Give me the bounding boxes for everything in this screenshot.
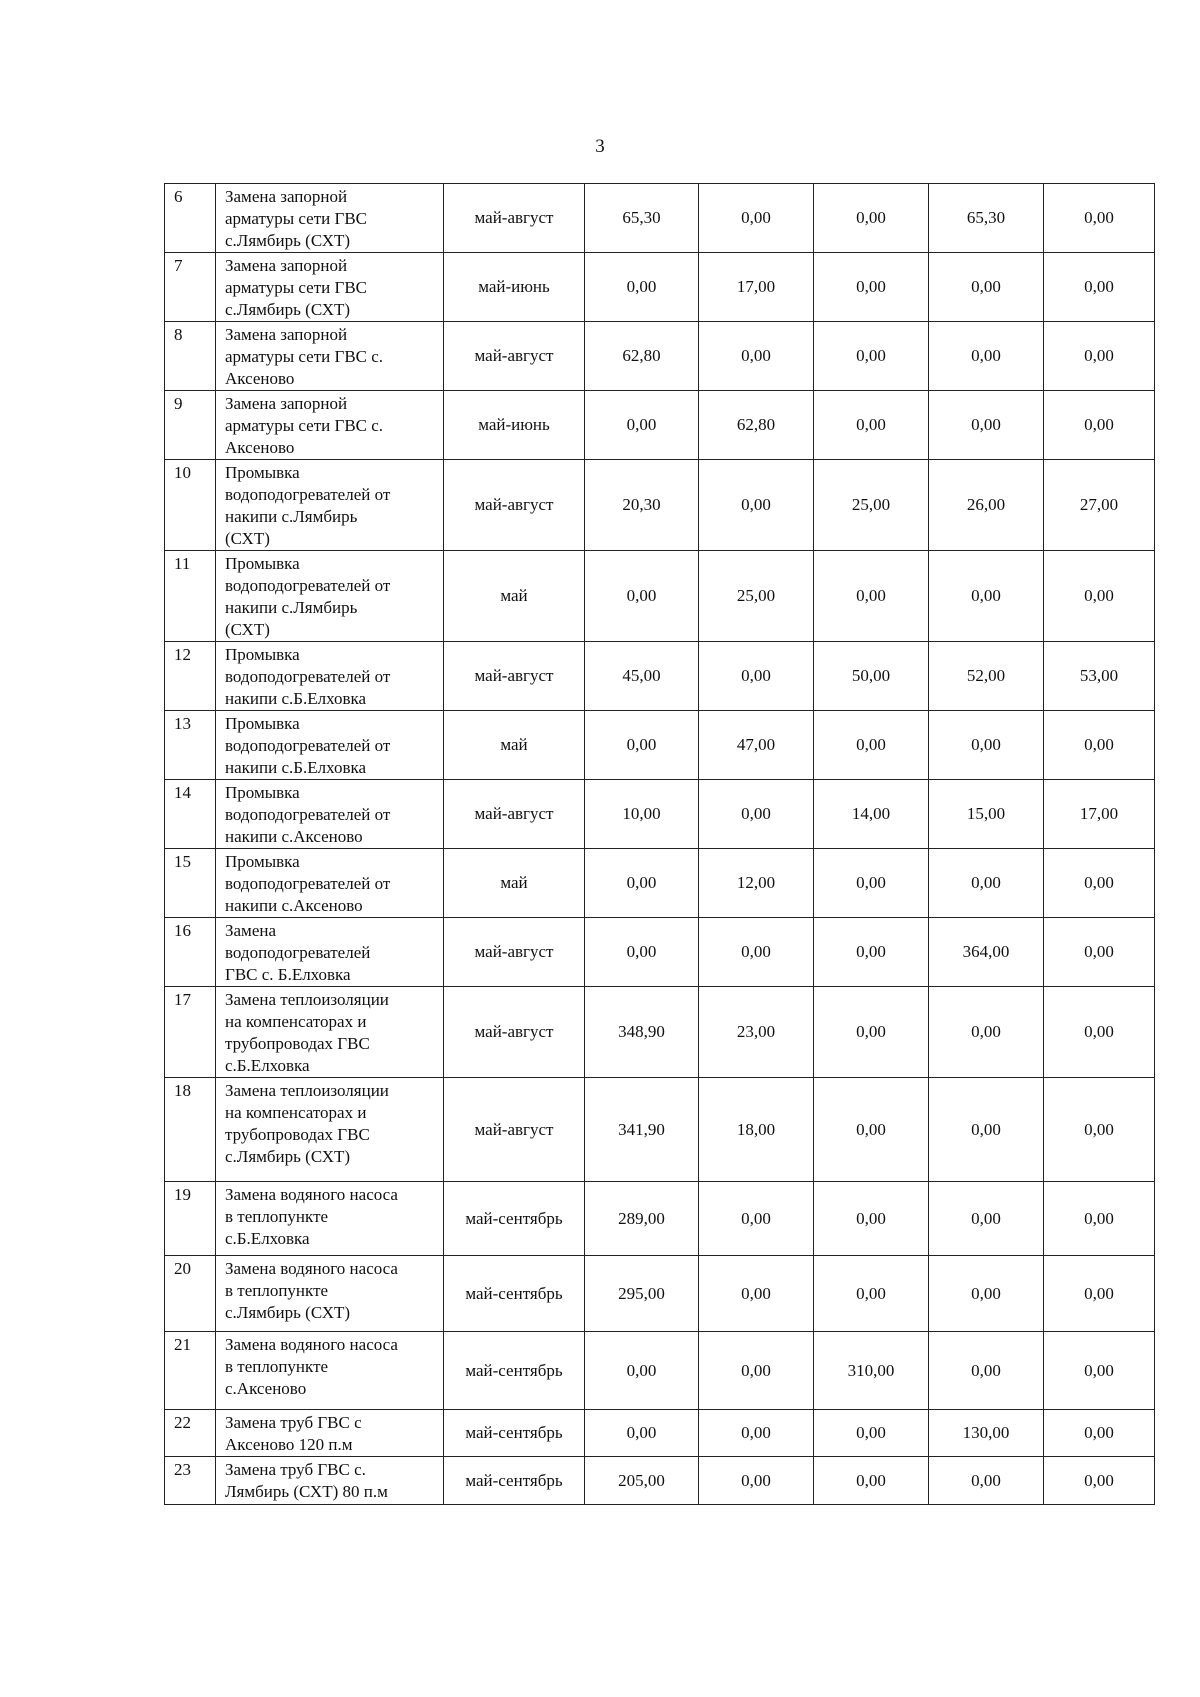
value-cell: 0,00 — [1044, 1332, 1155, 1410]
value-cell: 0,00 — [814, 1182, 929, 1256]
work-name-line: Замена теплоизоляции — [225, 1081, 389, 1100]
value-cell: 0,00 — [585, 711, 699, 780]
work-period: май-июнь — [444, 391, 585, 460]
value-cell: 20,30 — [585, 460, 699, 551]
table-row — [165, 184, 1155, 253]
value-cell: 0,00 — [814, 322, 929, 391]
work-name-line: Аксеново — [225, 369, 295, 388]
value-cell: 15,00 — [929, 780, 1044, 849]
value-cell: 0,00 — [929, 711, 1044, 780]
work-name — [216, 1256, 444, 1332]
table-row — [165, 1078, 1155, 1182]
value-cell: 0,00 — [1044, 551, 1155, 642]
value-cell: 295,00 — [585, 1256, 699, 1332]
work-name-line: арматуры сети ГВС — [225, 278, 367, 297]
row-number: 16 — [165, 918, 216, 987]
table-row — [165, 391, 1155, 460]
value-cell: 0,00 — [1044, 918, 1155, 987]
work-name-line: арматуры сети ГВС с. — [225, 347, 384, 366]
value-cell: 341,90 — [585, 1078, 699, 1182]
value-cell: 25,00 — [814, 460, 929, 551]
table-row — [165, 987, 1155, 1078]
work-name-line: арматуры сети ГВС — [225, 209, 367, 228]
row-number: 17 — [165, 987, 216, 1078]
work-name-line: Замена запорной — [225, 187, 348, 206]
work-name-line: Замена запорной — [225, 256, 348, 275]
value-cell: 0,00 — [1044, 1410, 1155, 1457]
value-cell: 14,00 — [814, 780, 929, 849]
value-cell: 12,00 — [699, 849, 814, 918]
work-name-line: Промывка — [225, 463, 300, 482]
works-table — [164, 183, 1155, 1505]
value-cell: 47,00 — [699, 711, 814, 780]
value-cell: 23,00 — [699, 987, 814, 1078]
row-number: 11 — [165, 551, 216, 642]
work-period: май-август — [444, 184, 585, 253]
work-name-line: трубопроводах ГВС — [225, 1125, 370, 1144]
work-name-line: накипи с.Лямбирь — [225, 598, 358, 617]
value-cell: 18,00 — [699, 1078, 814, 1182]
work-name-line: с.Аксеново — [225, 1379, 307, 1398]
work-name — [216, 918, 444, 987]
value-cell: 0,00 — [585, 551, 699, 642]
work-name — [216, 1332, 444, 1410]
value-cell: 130,00 — [929, 1410, 1044, 1457]
row-number: 15 — [165, 849, 216, 918]
table-row — [165, 551, 1155, 642]
value-cell: 0,00 — [929, 987, 1044, 1078]
work-name-line: Промывка — [225, 783, 300, 802]
value-cell: 0,00 — [929, 391, 1044, 460]
value-cell: 0,00 — [814, 1078, 929, 1182]
work-name-line: водоподогревателей от — [225, 736, 391, 755]
value-cell: 25,00 — [699, 551, 814, 642]
work-name-line: накипи с.Лямбирь — [225, 507, 358, 526]
work-period: май-август — [444, 642, 585, 711]
value-cell: 0,00 — [1044, 987, 1155, 1078]
row-number: 21 — [165, 1332, 216, 1410]
value-cell: 0,00 — [929, 253, 1044, 322]
work-name-line: Промывка — [225, 645, 300, 664]
work-name-line: водоподогревателей — [225, 943, 371, 962]
value-cell: 0,00 — [1044, 1457, 1155, 1505]
value-cell: 62,80 — [585, 322, 699, 391]
work-name-line: накипи с.Б.Елховка — [225, 689, 367, 708]
work-name-line: водоподогревателей от — [225, 667, 391, 686]
work-name — [216, 253, 444, 322]
work-name-line: в теплопункте — [225, 1357, 329, 1376]
work-period: май-июнь — [444, 253, 585, 322]
work-name-line: Лямбирь (СХТ) 80 п.м — [225, 1482, 388, 1501]
work-name — [216, 711, 444, 780]
table-row — [165, 460, 1155, 551]
value-cell: 50,00 — [814, 642, 929, 711]
value-cell: 0,00 — [699, 1332, 814, 1410]
row-number: 14 — [165, 780, 216, 849]
work-name-line: Аксеново — [225, 438, 295, 457]
value-cell: 0,00 — [929, 1078, 1044, 1182]
work-name — [216, 322, 444, 391]
value-cell: 348,90 — [585, 987, 699, 1078]
value-cell: 52,00 — [929, 642, 1044, 711]
page-number: 3 — [595, 136, 605, 157]
table-row — [165, 1410, 1155, 1457]
value-cell: 0,00 — [1044, 184, 1155, 253]
row-number: 13 — [165, 711, 216, 780]
value-cell: 0,00 — [1044, 849, 1155, 918]
work-period: май-август — [444, 322, 585, 391]
table-row — [165, 918, 1155, 987]
work-period: май-сентябрь — [444, 1332, 585, 1410]
value-cell: 0,00 — [929, 551, 1044, 642]
work-name-line: водоподогревателей от — [225, 874, 391, 893]
value-cell: 0,00 — [929, 1457, 1044, 1505]
row-number: 23 — [165, 1457, 216, 1505]
value-cell: 10,00 — [585, 780, 699, 849]
row-number: 9 — [165, 391, 216, 460]
work-name-line: Замена водяного насоса — [225, 1185, 398, 1204]
work-name-line: трубопроводах ГВС — [225, 1034, 370, 1053]
work-name — [216, 1410, 444, 1457]
work-name-line: в теплопункте — [225, 1207, 329, 1226]
work-name — [216, 1182, 444, 1256]
value-cell: 0,00 — [814, 391, 929, 460]
value-cell: 0,00 — [814, 551, 929, 642]
work-name-line: Замена запорной — [225, 394, 348, 413]
value-cell: 0,00 — [814, 711, 929, 780]
table-row — [165, 1256, 1155, 1332]
work-period: май-сентябрь — [444, 1457, 585, 1505]
work-period: май-сентябрь — [444, 1410, 585, 1457]
work-name-line: арматуры сети ГВС с. — [225, 416, 384, 435]
work-name — [216, 551, 444, 642]
table-row — [165, 780, 1155, 849]
work-period: май — [444, 551, 585, 642]
value-cell: 0,00 — [585, 1410, 699, 1457]
value-cell: 0,00 — [814, 849, 929, 918]
work-name — [216, 1078, 444, 1182]
table-row — [165, 849, 1155, 918]
work-period: май-август — [444, 918, 585, 987]
value-cell: 53,00 — [1044, 642, 1155, 711]
work-name-line: на компенсаторах и — [225, 1012, 367, 1031]
work-name-line: Замена труб ГВС с. — [225, 1460, 366, 1479]
row-number: 12 — [165, 642, 216, 711]
row-number: 8 — [165, 322, 216, 391]
value-cell: 0,00 — [699, 1256, 814, 1332]
value-cell: 0,00 — [1044, 391, 1155, 460]
work-name-line: (СХТ) — [225, 620, 270, 639]
value-cell: 0,00 — [814, 253, 929, 322]
value-cell: 289,00 — [585, 1182, 699, 1256]
work-name-line: (СХТ) — [225, 529, 270, 548]
value-cell: 45,00 — [585, 642, 699, 711]
work-name-line: Замена — [225, 921, 277, 940]
value-cell: 364,00 — [929, 918, 1044, 987]
value-cell: 0,00 — [1044, 322, 1155, 391]
value-cell: 0,00 — [814, 987, 929, 1078]
value-cell: 0,00 — [929, 1256, 1044, 1332]
value-cell: 0,00 — [585, 918, 699, 987]
work-name-line: накипи с.Б.Елховка — [225, 758, 367, 777]
table-body — [165, 184, 1155, 1505]
work-name-line: Промывка — [225, 554, 300, 573]
value-cell: 0,00 — [929, 322, 1044, 391]
row-number: 18 — [165, 1078, 216, 1182]
value-cell: 0,00 — [585, 391, 699, 460]
value-cell: 0,00 — [814, 1256, 929, 1332]
value-cell: 17,00 — [699, 253, 814, 322]
value-cell: 0,00 — [699, 1182, 814, 1256]
table-row — [165, 1182, 1155, 1256]
table-row — [165, 322, 1155, 391]
work-name-line: накипи с.Аксеново — [225, 896, 363, 915]
work-name — [216, 1457, 444, 1505]
value-cell: 0,00 — [699, 184, 814, 253]
value-cell: 0,00 — [1044, 1256, 1155, 1332]
value-cell: 0,00 — [1044, 1078, 1155, 1182]
work-name-line: с.Лямбирь (СХТ) — [225, 300, 351, 319]
work-name-line: Замена теплоизоляции — [225, 990, 389, 1009]
table-row — [165, 1332, 1155, 1410]
value-cell: 0,00 — [929, 1332, 1044, 1410]
work-name-line: с.Б.Елховка — [225, 1056, 310, 1075]
row-number: 10 — [165, 460, 216, 551]
work-name-line: с.Лямбирь (СХТ) — [225, 1303, 351, 1322]
work-period: май-август — [444, 460, 585, 551]
value-cell: 0,00 — [699, 642, 814, 711]
work-period: май-август — [444, 1078, 585, 1182]
work-name-line: водоподогревателей от — [225, 485, 391, 504]
value-cell: 0,00 — [929, 849, 1044, 918]
value-cell: 27,00 — [1044, 460, 1155, 551]
value-cell: 0,00 — [1044, 253, 1155, 322]
work-name — [216, 642, 444, 711]
work-period: май-сентябрь — [444, 1256, 585, 1332]
value-cell: 0,00 — [814, 184, 929, 253]
work-name-line: на компенсаторах и — [225, 1103, 367, 1122]
work-name-line: Замена запорной — [225, 325, 348, 344]
row-number: 7 — [165, 253, 216, 322]
row-number: 19 — [165, 1182, 216, 1256]
value-cell: 0,00 — [699, 780, 814, 849]
work-name-line: Замена труб ГВС с — [225, 1413, 362, 1432]
value-cell: 0,00 — [929, 1182, 1044, 1256]
work-name-line: Замена водяного насоса — [225, 1259, 398, 1278]
work-name-line: с.Лямбирь (СХТ) — [225, 1147, 351, 1166]
work-name-line: Аксеново 120 п.м — [225, 1435, 353, 1454]
work-name — [216, 184, 444, 253]
work-name — [216, 391, 444, 460]
value-cell: 0,00 — [585, 253, 699, 322]
row-number: 6 — [165, 184, 216, 253]
value-cell: 0,00 — [699, 460, 814, 551]
work-name-line: водоподогревателей от — [225, 576, 391, 595]
value-cell: 26,00 — [929, 460, 1044, 551]
work-name-line: Промывка — [225, 852, 300, 871]
work-name-line: с.Б.Елховка — [225, 1229, 310, 1248]
value-cell: 65,30 — [585, 184, 699, 253]
work-period: май-сентябрь — [444, 1182, 585, 1256]
work-name — [216, 780, 444, 849]
work-name-line: водоподогревателей от — [225, 805, 391, 824]
value-cell: 0,00 — [814, 1410, 929, 1457]
value-cell: 0,00 — [585, 849, 699, 918]
value-cell: 0,00 — [1044, 711, 1155, 780]
work-period: май-август — [444, 780, 585, 849]
value-cell: 310,00 — [814, 1332, 929, 1410]
value-cell: 0,00 — [814, 1457, 929, 1505]
work-name-line: в теплопункте — [225, 1281, 329, 1300]
value-cell: 0,00 — [699, 1410, 814, 1457]
row-number: 22 — [165, 1410, 216, 1457]
table-row — [165, 253, 1155, 322]
value-cell: 65,30 — [929, 184, 1044, 253]
value-cell: 205,00 — [585, 1457, 699, 1505]
value-cell: 0,00 — [699, 918, 814, 987]
work-period: май — [444, 849, 585, 918]
work-name-line: Замена водяного насоса — [225, 1335, 398, 1354]
table-row — [165, 642, 1155, 711]
work-name-line: с.Лямбирь (СХТ) — [225, 231, 351, 250]
value-cell: 0,00 — [699, 1457, 814, 1505]
row-number: 20 — [165, 1256, 216, 1332]
work-period: май — [444, 711, 585, 780]
work-name — [216, 987, 444, 1078]
value-cell: 62,80 — [699, 391, 814, 460]
value-cell: 0,00 — [814, 918, 929, 987]
value-cell: 0,00 — [1044, 1182, 1155, 1256]
work-name-line: накипи с.Аксеново — [225, 827, 363, 846]
work-name — [216, 460, 444, 551]
value-cell: 0,00 — [699, 322, 814, 391]
table-row — [165, 1457, 1155, 1505]
work-name-line: ГВС с. Б.Елховка — [225, 965, 351, 984]
work-period: май-август — [444, 987, 585, 1078]
value-cell: 17,00 — [1044, 780, 1155, 849]
work-name-line: Промывка — [225, 714, 300, 733]
work-name — [216, 849, 444, 918]
table-row — [165, 711, 1155, 780]
value-cell: 0,00 — [585, 1332, 699, 1410]
